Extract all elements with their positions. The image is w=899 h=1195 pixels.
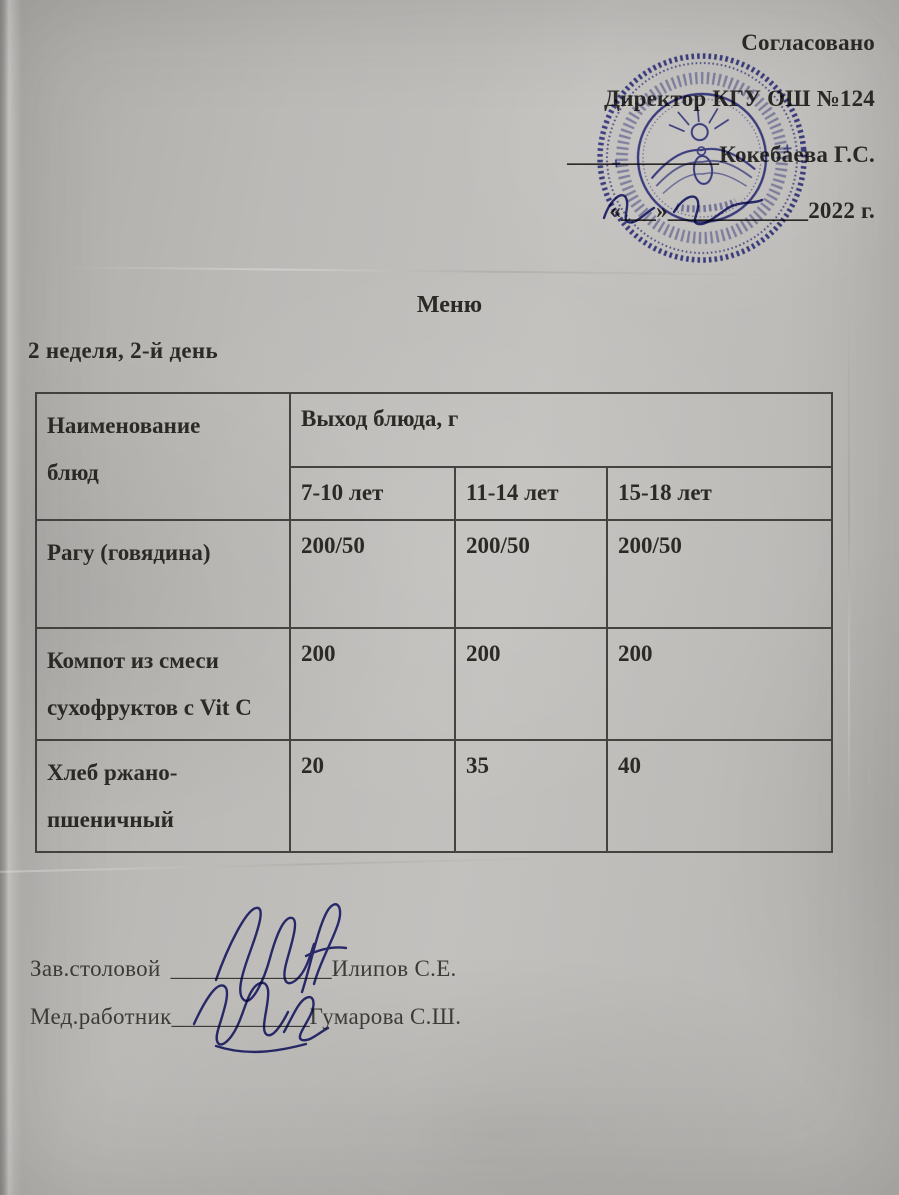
dish-name-text: Компот из смеси сухофруктов с Vit C	[47, 647, 252, 720]
portion-cell: 200	[290, 628, 455, 740]
paper-left-edge	[0, 0, 22, 1195]
week-day-label: 2 неделя, 2-й день	[28, 338, 218, 363]
director-name: Кокебаева Г.С.	[719, 142, 875, 167]
dish-name-cell	[36, 520, 290, 628]
date-open-quote: «___»	[609, 198, 668, 223]
signature-blank-line: _____________	[567, 142, 720, 167]
table-row	[36, 740, 832, 852]
portion-cell: 35	[455, 740, 607, 852]
dish-name-cell	[36, 740, 290, 852]
portion-cell: 200	[607, 628, 832, 740]
header-age-7-10: 7-10 лет	[290, 467, 455, 520]
signature-name: Гумарова С.Ш.	[309, 1004, 462, 1029]
handwritten-signature-medical-worker	[186, 958, 331, 1063]
portion-cell: 200	[455, 628, 607, 740]
signature-role: Зав.столовой	[30, 956, 161, 981]
signature-name: Илипов С.Е.	[331, 956, 457, 981]
signature-role: Мед.работник	[30, 1004, 172, 1029]
approval-director-title: Директор КГУ ОШ №124	[604, 86, 875, 111]
header-dish-name	[36, 393, 290, 520]
table-header-row	[36, 393, 832, 467]
portion-cell: 20	[290, 740, 455, 852]
approval-status: Согласовано	[741, 30, 875, 55]
dish-name-text: Рагу (говядина)	[47, 539, 211, 565]
handwritten-date	[596, 182, 801, 228]
portion-cell: 40	[607, 740, 832, 852]
dish-name-text: Хлеб ржано-пшеничный	[47, 759, 178, 832]
paper-crease	[848, 300, 850, 840]
round-school-stamp	[578, 34, 825, 281]
table-row	[36, 628, 832, 740]
page-title: Меню	[416, 292, 483, 318]
handwritten-date-strokes	[604, 195, 762, 224]
date-year: 2022 г.	[808, 198, 875, 223]
signature-blank-line: ____________	[171, 1004, 310, 1029]
header-age-11-14: 11-14 лет	[455, 467, 607, 520]
date-blank-line: ____________	[667, 198, 809, 223]
signature-strokes	[194, 983, 328, 1052]
signature-blank-line: ______________	[170, 956, 332, 981]
header-dish-name-text: Наименование блюд	[47, 413, 201, 486]
paper-crease	[0, 857, 560, 873]
portion-cell: 200/50	[290, 520, 455, 628]
menu-table	[35, 392, 833, 853]
portion-cell: 200/50	[607, 520, 832, 628]
header-age-15-18: 15-18 лет	[607, 467, 832, 520]
stamp-art	[591, 47, 812, 268]
dish-name-cell	[36, 628, 290, 740]
portion-cell: 200/50	[455, 520, 607, 628]
header-output-group: Выход блюда, г	[290, 393, 832, 467]
table-row	[36, 520, 832, 628]
